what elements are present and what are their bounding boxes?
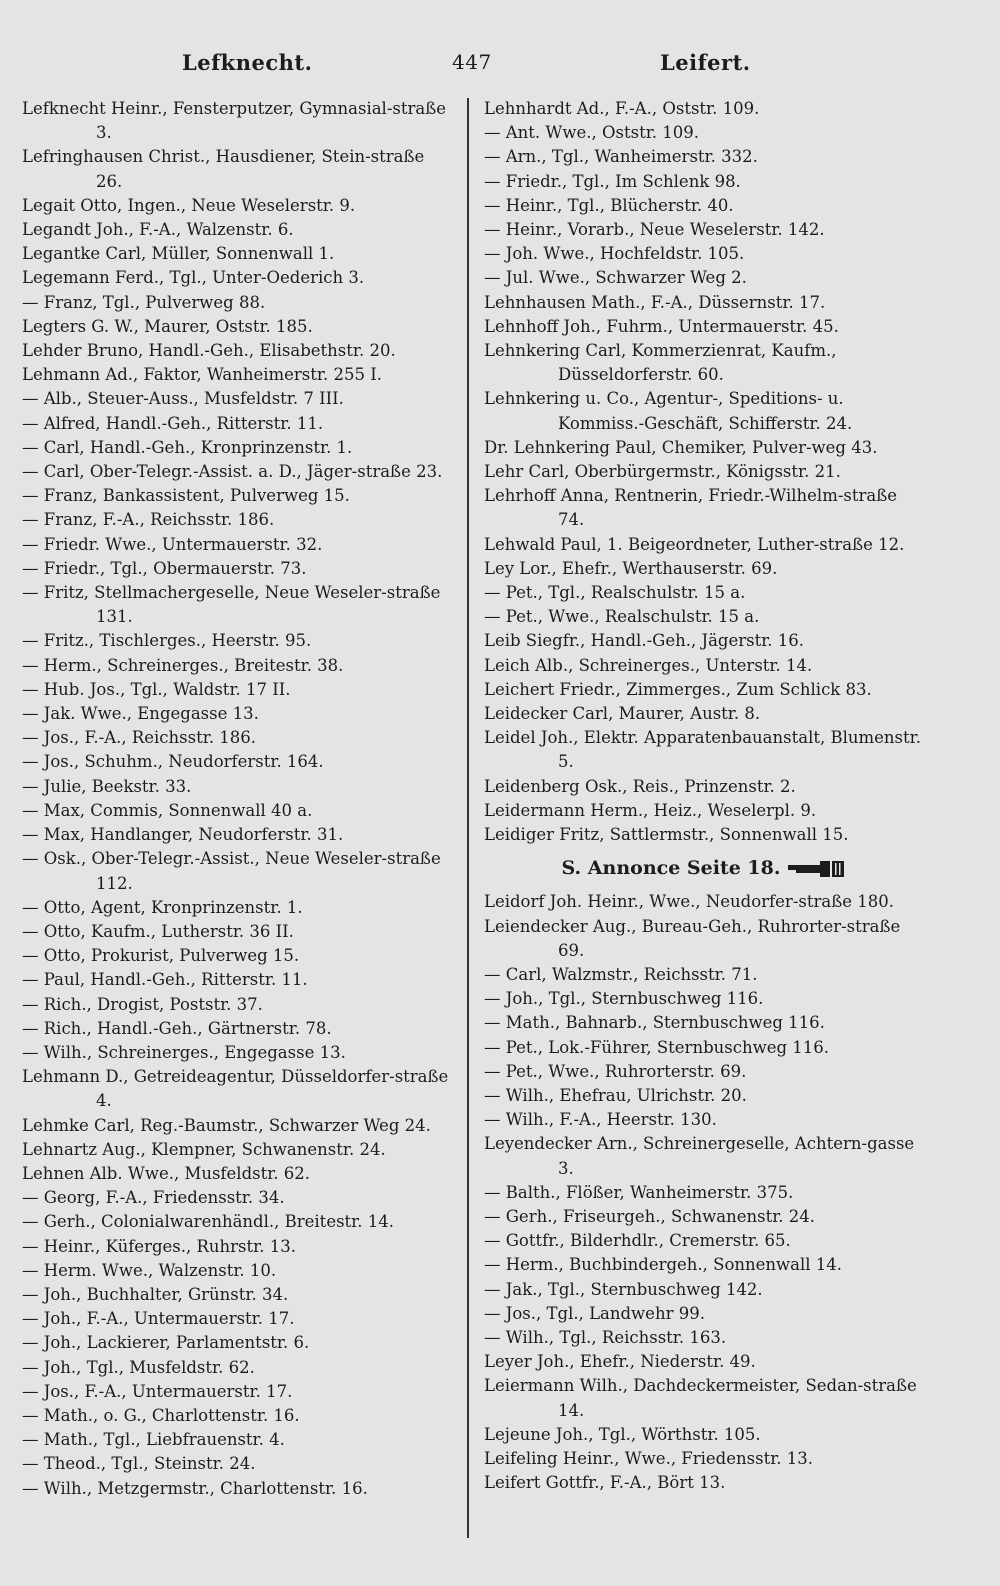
directory-entry: Lefknecht Heinr., Fensterputzer, Gymnasial-straße 3.	[22, 99, 447, 143]
directory-entry: — Wilh., Tgl., Reichsstr. 163.	[484, 1327, 727, 1347]
directory-entry: Lehmann Ad., Faktor, Wanheimerstr. 255 I.	[22, 365, 382, 385]
directory-entry: — Ant. Wwe., Oststr. 109.	[484, 123, 700, 143]
header-last-entry: Leifert.	[660, 50, 751, 75]
directory-entry: — Jos., Tgl., Landwehr 99.	[484, 1303, 705, 1323]
directory-entry: — Franz, Tgl., Pulverweg 88.	[22, 292, 266, 312]
directory-entry: Leidermann Herm., Heiz., Weselerpl. 9.	[484, 800, 817, 820]
directory-entry: — Jul. Wwe., Schwarzer Weg 2.	[484, 268, 747, 288]
directory-entry: — Otto, Agent, Kronprinzenstr. 1.	[22, 897, 303, 917]
directory-entry: — Paul, Handl.-Geh., Ritterstr. 11.	[22, 970, 308, 990]
directory-entry: — Math., Bahnarb., Sternbuschweg 116.	[484, 1013, 825, 1033]
directory-entry: Lehr Carl, Oberbürgermstr., Königsstr. 21.	[484, 462, 841, 482]
directory-entry: — Franz, F.-A., Reichsstr. 186.	[22, 510, 275, 530]
directory-entry: — Jos., Schuhm., Neudorferstr. 164.	[22, 752, 324, 772]
directory-entry: — Balth., Flößer, Wanheimerstr. 375.	[484, 1182, 794, 1202]
directory-entry: Ley Lor., Ehefr., Werthauserstr. 69.	[484, 558, 778, 578]
directory-entry: — Fritz, Stellmachergeselle, Neue Weseler-straße 131.	[22, 583, 441, 627]
directory-entry: — Alb., Steuer-Auss., Musfeldstr. 7 III.	[22, 389, 344, 409]
directory-entry: — Carl, Walzmstr., Reichsstr. 71.	[484, 964, 758, 984]
directory-entry: Legters G. W., Maurer, Oststr. 185.	[22, 316, 313, 336]
directory-entry: Leiendecker Aug., Bureau-Geh., Ruhrorter-straße 69.	[484, 916, 901, 960]
directory-entry: Lehder Bruno, Handl.-Geh., Elisabethstr. 20.	[22, 341, 396, 361]
right-column-bottom	[484, 890, 924, 1495]
directory-entry: — Wilh., Schreinerges., Engegasse 13.	[22, 1042, 346, 1062]
directory-entry: Leidecker Carl, Maurer, Austr. 8.	[484, 704, 761, 724]
directory-entry: Lehnhausen Math., F.-A., Düssernstr. 17.	[484, 292, 826, 312]
directory-entry: — Osk., Ober-Telegr.-Assist., Neue Weseler-straße 112.	[22, 849, 441, 893]
directory-entry: Leidorf Joh. Heinr., Wwe., Neudorfer-straße 180.	[484, 892, 894, 912]
directory-entry: — Alfred, Handl.-Geh., Ritterstr. 11.	[22, 413, 324, 433]
directory-entry: — Pet., Wwe., Realschulstr. 15 a.	[484, 607, 760, 627]
directory-entry: — Friedr. Wwe., Untermauerstr. 32.	[22, 534, 323, 554]
directory-entry: Legemann Ferd., Tgl., Unter-Oederich 3.	[22, 268, 365, 288]
directory-entry: Lejeune Joh., Tgl., Wörthstr. 105.	[484, 1424, 761, 1444]
directory-entry: — Math., Tgl., Liebfrauenstr. 4.	[22, 1430, 285, 1450]
directory-entry: — Joh., F.-A., Untermauerstr. 17.	[22, 1309, 295, 1329]
directory-entry: — Gerh., Colonialwarenhändl., Breitestr. 14.	[22, 1212, 394, 1232]
directory-entry: Leiermann Wilh., Dachdeckermeister, Sedan-straße 14.	[484, 1376, 917, 1420]
directory-entry: — Herm., Buchbindergeh., Sonnenwall 14.	[484, 1255, 843, 1275]
directory-entry: Lehnartz Aug., Klempner, Schwanenstr. 24.	[22, 1139, 386, 1159]
directory-entry: — Otto, Prokurist, Pulverweg 15.	[22, 946, 300, 966]
directory-entry: Lehrhoff Anna, Rentnerin, Friedr.-Wilhelm-straße 74.	[484, 486, 898, 530]
page-header	[0, 50, 1000, 90]
directory-entry: — Wilh., Metzgermstr., Charlottenstr. 16.	[22, 1478, 368, 1498]
directory-entry: — Franz, Bankassistent, Pulverweg 15.	[22, 486, 350, 506]
directory-entry: Leib Siegfr., Handl.-Geh., Jägerstr. 16.	[484, 631, 805, 651]
directory-entry: — Otto, Kaufm., Lutherstr. 36 II.	[22, 921, 294, 941]
directory-entry: — Pet., Wwe., Ruhrorterstr. 69.	[484, 1061, 747, 1081]
directory-entry: — Hub. Jos., Tgl., Waldstr. 17 II.	[22, 679, 291, 699]
advertisement-notice	[484, 851, 924, 885]
left-column	[22, 97, 454, 1501]
directory-entry: — Theod., Tgl., Steinstr. 24.	[22, 1454, 256, 1474]
directory-entry: — Jos., F.-A., Untermauerstr. 17.	[22, 1381, 293, 1401]
right-column	[484, 97, 924, 1495]
directory-entry: Lehwald Paul, 1. Beigeordneter, Luther-straße 12.	[484, 534, 905, 554]
right-column-top	[484, 97, 924, 847]
directory-entry: — Gerh., Friseurgeh., Schwanenstr. 24.	[484, 1206, 816, 1226]
directory-entry: Leidiger Fritz, Sattlermstr., Sonnenwall 15.	[484, 825, 849, 845]
directory-entry: — Herm., Schreinerges., Breitestr. 38.	[22, 655, 344, 675]
directory-entry: — Heinr., Küferges., Ruhrstr. 13.	[22, 1236, 296, 1256]
directory-entry: — Pet., Tgl., Realschulstr. 15 a.	[484, 583, 746, 603]
directory-entry: Legantke Carl, Müller, Sonnenwall 1.	[22, 244, 335, 264]
directory-entry: Legait Otto, Ingen., Neue Weselerstr. 9.	[22, 195, 356, 215]
directory-entry: — Joh., Lackierer, Parlamentstr. 6.	[22, 1333, 310, 1353]
directory-entry: Lehnkering Carl, Kommerzienrat, Kaufm., Düsseldorferstr. 60.	[484, 341, 837, 385]
header-first-entry: Lefknecht.	[182, 50, 313, 75]
directory-entry: — Max, Commis, Sonnenwall 40 a.	[22, 800, 313, 820]
directory-entry: — Math., o. G., Charlottenstr. 16.	[22, 1405, 300, 1425]
notice-text: S. Annonce Seite 18.	[561, 857, 781, 880]
directory-entry: Leyendecker Arn., Schreinergeselle, Achtern-gasse 3.	[484, 1134, 915, 1178]
directory-entry: — Gottfr., Bilderhdlr., Cremerstr. 65.	[484, 1231, 791, 1251]
directory-entry: Lehnhoff Joh., Fuhrm., Untermauerstr. 45.	[484, 316, 839, 336]
pointing-hand-icon	[786, 859, 846, 879]
column-divider	[467, 98, 469, 1538]
directory-entry: Lehnhardt Ad., F.-A., Oststr. 109.	[484, 99, 760, 118]
directory-entry: — Friedr., Tgl., Obermauerstr. 73.	[22, 558, 307, 578]
directory-entry: — Georg, F.-A., Friedensstr. 34.	[22, 1188, 285, 1208]
directory-entry: Lehmke Carl, Reg.-Baumstr., Schwarzer Weg 24.	[22, 1115, 431, 1135]
directory-entry: — Pet., Lok.-Führer, Sternbuschweg 116.	[484, 1037, 830, 1057]
page-number: 447	[452, 50, 492, 74]
directory-entry: Leifeling Heinr., Wwe., Friedensstr. 13.	[484, 1448, 814, 1468]
directory-entry: — Carl, Handl.-Geh., Kronprinzenstr. 1.	[22, 437, 353, 457]
directory-entry: — Heinr., Vorarb., Neue Weselerstr. 142.	[484, 220, 825, 240]
directory-entry: — Wilh., F.-A., Heerstr. 130.	[484, 1110, 717, 1130]
directory-entry: Legandt Joh., F.-A., Walzenstr. 6.	[22, 220, 294, 240]
directory-entry: Lehnkering u. Co., Agentur-, Speditions- u. Kommiss.-Geschäft, Schifferstr. 24.	[484, 389, 853, 433]
directory-entry: — Herm. Wwe., Walzenstr. 10.	[22, 1260, 277, 1280]
directory-entry: — Joh., Tgl., Musfeldstr. 62.	[22, 1357, 255, 1377]
directory-entry: — Wilh., Ehefrau, Ulrichstr. 20.	[484, 1085, 747, 1105]
directory-entry: Lefringhausen Christ., Hausdiener, Stein-straße 26.	[22, 147, 425, 191]
directory-entry: — Arn., Tgl., Wanheimerstr. 332.	[484, 147, 758, 167]
directory-entry: Leidel Joh., Elektr. Apparatenbauanstalt, Blumenstr. 5.	[484, 728, 921, 772]
directory-entry: — Jak. Wwe., Engegasse 13.	[22, 704, 259, 724]
directory-entry: Dr. Lehnkering Paul, Chemiker, Pulver-weg 43.	[484, 437, 878, 457]
directory-entry: Leidenberg Osk., Reis., Prinzenstr. 2.	[484, 776, 796, 796]
directory-entry: Leich Alb., Schreinerges., Unterstr. 14.	[484, 655, 813, 675]
directory-entry: — Joh. Wwe., Hochfeldstr. 105.	[484, 244, 745, 264]
directory-entry: — Jak., Tgl., Sternbuschweg 142.	[484, 1279, 763, 1299]
directory-entry: — Joh., Tgl., Sternbuschweg 116.	[484, 989, 764, 1009]
directory-entry: — Rich., Drogist, Poststr. 37.	[22, 994, 263, 1014]
directory-entry: — Julie, Beekstr. 33.	[22, 776, 192, 796]
directory-entry: Lehnen Alb. Wwe., Musfeldstr. 62.	[22, 1163, 311, 1183]
directory-entry: — Friedr., Tgl., Im Schlenk 98.	[484, 171, 741, 191]
directory-entry: — Carl, Ober-Telegr.-Assist. a. D., Jäger-straße 23.	[22, 462, 443, 482]
directory-entry: — Jos., F.-A., Reichsstr. 186.	[22, 728, 257, 748]
directory-entry: Leyer Joh., Ehefr., Niederstr. 49.	[484, 1352, 756, 1372]
directory-entry: — Rich., Handl.-Geh., Gärtnerstr. 78.	[22, 1018, 332, 1038]
directory-entry: — Max, Handlanger, Neudorferstr. 31.	[22, 825, 344, 845]
directory-entry: Leichert Friedr., Zimmerges., Zum Schlick 83.	[484, 679, 872, 699]
directory-entry: Leifert Gottfr., F.-A., Bört 13.	[484, 1473, 726, 1493]
directory-entry: — Fritz., Tischlerges., Heerstr. 95.	[22, 631, 312, 651]
directory-entry: Lehmann D., Getreideagentur, Düsseldorfer-straße 4.	[22, 1067, 449, 1111]
directory-entry: — Heinr., Tgl., Blücherstr. 40.	[484, 195, 734, 215]
directory-entry: — Joh., Buchhalter, Grünstr. 34.	[22, 1284, 289, 1304]
